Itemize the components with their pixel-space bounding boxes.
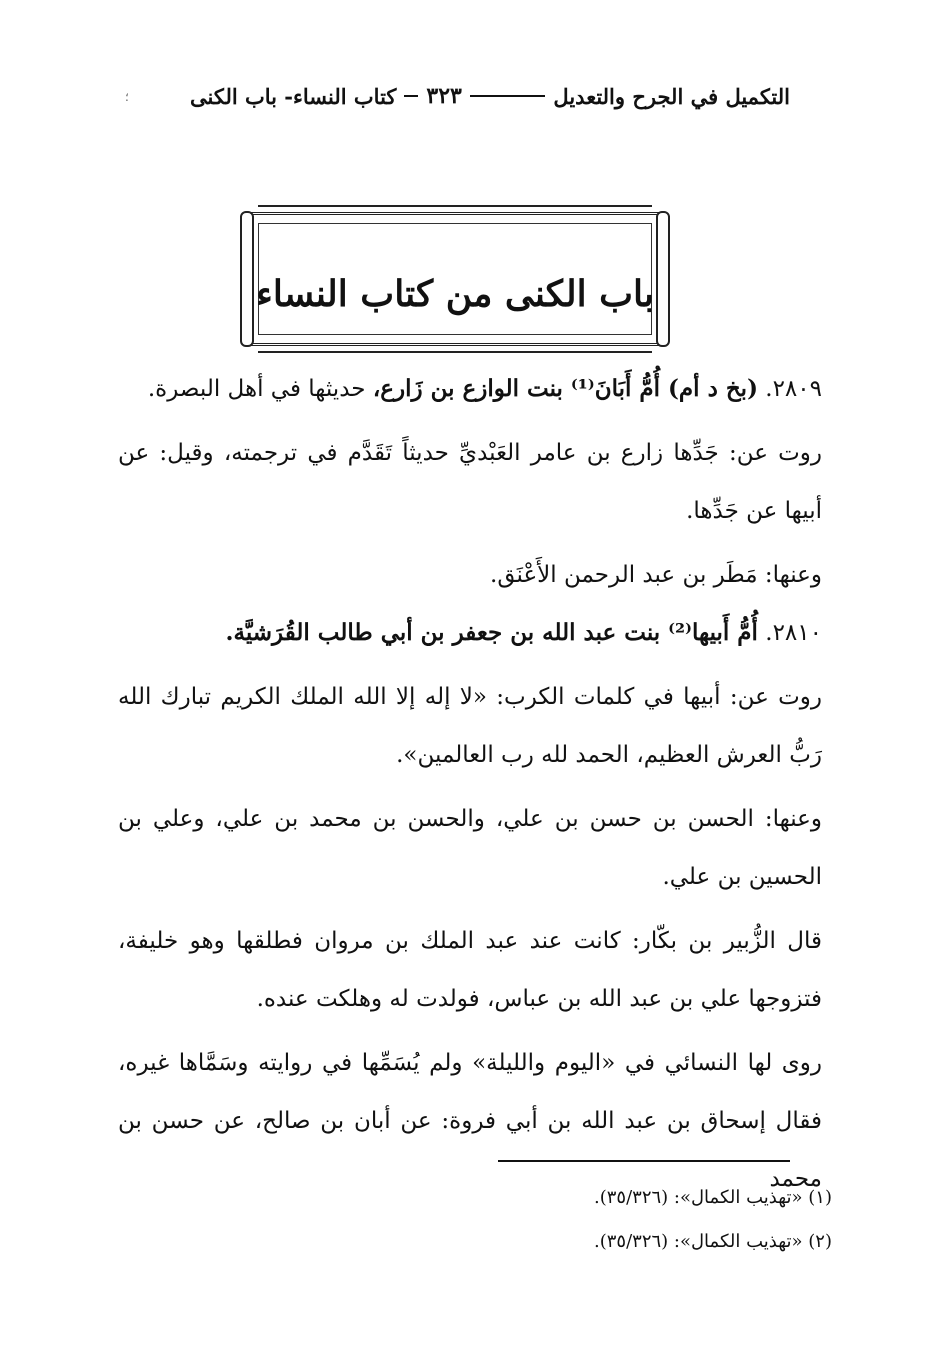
paragraph: وعنها: مَطَر بن عبد الرحمن الأَعْنَق. bbox=[490, 562, 822, 588]
paragraph: وعنها: الحسن بن حسن بن علي، والحسن بن محمد بن علي، وعلي بن الحسين بن علي. bbox=[118, 806, 822, 890]
paragraph: روت عن: جَدِّها زارع بن عامر العَبْديِّ حديثاً تَقَدَّم في ترجمته، وقيل: عن أبيها عن جَدِّها. bbox=[118, 440, 822, 524]
entry-number: ٢٨٠٩. bbox=[765, 376, 822, 402]
entry-note: حديثها في أهل البصرة. bbox=[147, 376, 366, 402]
entry-name: أُمُّ أَبيها⁽²⁾ بنت عبد الله بن جعفر بن أبي طالب القُرَشيَّة. bbox=[225, 619, 758, 646]
header-section-title: كتاب النساء- باب الكنى bbox=[190, 83, 397, 109]
footnotes bbox=[500, 1176, 832, 1264]
paragraph: قال الزُّبير بن بكّار: كانت عند عبد الملك بن مروان فطلقها وهو خليفة، فتزوجها علي بن عبد الله بن عباس، فولدت له وهلكت عنده. bbox=[118, 928, 822, 1012]
page-number: ٣٢٣ bbox=[426, 83, 462, 109]
page-body bbox=[118, 360, 822, 1208]
paragraph: روت عن: أبيها في كلمات الكرب: «لا إله إلا الله الملك الكريم تبارك الله رَبُّ العرش العظيم، الحمد لله رب العالمين». bbox=[118, 684, 822, 768]
header-dash bbox=[470, 95, 546, 97]
header-dash bbox=[404, 95, 418, 97]
footnote-separator bbox=[498, 1160, 790, 1162]
running-header bbox=[190, 78, 790, 114]
header-book-title: التكميل في الجرح والتعديل bbox=[553, 83, 790, 109]
entry-heading bbox=[118, 360, 822, 418]
footnote: (٢) «تهذيب الكمال»: (٣٥/٣٢٦). bbox=[594, 1231, 832, 1252]
chapter-title-frame bbox=[245, 212, 665, 346]
chapter-title: باب الكنى من كتاب النساء bbox=[255, 273, 655, 315]
entry-heading bbox=[118, 604, 822, 662]
paragraph: روى لها النسائي في «اليوم والليلة» ولم يُسَمِّها في روايته وسَمَّاها غيره، فقال إسحاق بن عبد الله بن أبي فروة: عن أبان بن صالح، عن حسن بن محمد bbox=[118, 1050, 822, 1192]
stray-mark: ؛ bbox=[125, 90, 129, 104]
footnote: (١) «تهذيب الكمال»: (٣٥/٣٢٦). bbox=[594, 1187, 832, 1208]
entry-name: (بخ د أم) أُمُّ أَبَانَ⁽¹⁾ بنت الوازع بن زَارع، bbox=[372, 375, 758, 402]
entry-number: ٢٨١٠. bbox=[765, 620, 822, 646]
